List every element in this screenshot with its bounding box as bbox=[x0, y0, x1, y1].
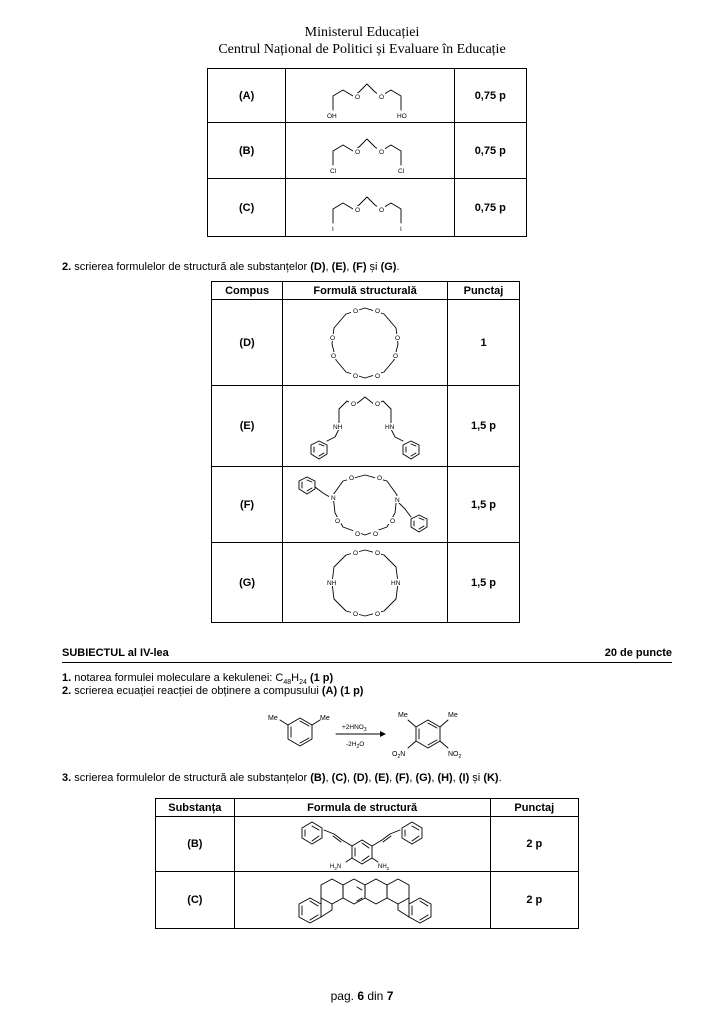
table-header-row bbox=[212, 282, 520, 300]
oxygen-label: O bbox=[393, 352, 399, 360]
ref: (F) bbox=[395, 772, 410, 784]
item-number: 2. bbox=[62, 261, 72, 273]
sep: și bbox=[366, 261, 381, 273]
structure-distyryl-diamine-b bbox=[282, 818, 442, 871]
oxygen-label: O bbox=[377, 474, 383, 482]
reagent-label: $+2HNO_3$ bbox=[342, 724, 367, 733]
table-row bbox=[212, 300, 520, 386]
oxygen-label: O bbox=[353, 610, 359, 618]
nitrogen-label: N bbox=[395, 496, 400, 504]
structure-crown-ether-d bbox=[310, 302, 420, 384]
sep: , bbox=[346, 772, 354, 784]
oxygen-label: O bbox=[390, 517, 396, 525]
header-punctaj: Punctaj bbox=[490, 799, 578, 817]
table-row bbox=[156, 817, 579, 872]
table-row bbox=[208, 179, 527, 237]
compound-label: (E) bbox=[212, 386, 283, 467]
ref-a: (A) bbox=[321, 685, 338, 697]
header-formula: Formulă structurală bbox=[283, 282, 448, 300]
compound-label: (B) bbox=[208, 123, 286, 179]
structure-polycyclic-c bbox=[277, 873, 447, 928]
ref: (K) bbox=[483, 772, 499, 784]
amine-label: NH bbox=[327, 579, 337, 587]
structure-cell bbox=[234, 817, 490, 872]
end-group-right: Cl bbox=[397, 167, 405, 175]
table-compounds-abc bbox=[207, 68, 527, 237]
oxygen-label: O bbox=[330, 334, 336, 342]
oxygen-label: O bbox=[375, 549, 381, 557]
sep: , bbox=[452, 772, 459, 784]
sep: . bbox=[396, 261, 400, 273]
page-total: 7 bbox=[386, 989, 394, 1003]
sep: , bbox=[389, 772, 396, 784]
structure-diol bbox=[315, 72, 425, 120]
structure-cell bbox=[286, 179, 454, 237]
ref: (B) bbox=[310, 772, 326, 784]
score-cell: 1,5 p bbox=[448, 386, 520, 467]
item-number: 3. bbox=[62, 772, 72, 784]
end-group-left: OH bbox=[326, 112, 337, 120]
item-text: scrierea formulelor de structură ale substanțelor bbox=[71, 261, 311, 273]
structure-cell bbox=[234, 872, 490, 929]
amine-right-label: $NH_2$ bbox=[378, 863, 390, 871]
ref-d: (D) bbox=[310, 261, 326, 273]
structure-dichloride bbox=[315, 127, 425, 175]
oxygen-label: O bbox=[375, 372, 381, 380]
methyl-label: Me bbox=[320, 715, 330, 722]
amine-left-label: $H_2N$ bbox=[330, 863, 342, 871]
item-score: (1 p) bbox=[306, 672, 334, 684]
structure-cell bbox=[283, 543, 448, 623]
item-text: notarea formulei moleculare a kekulenei: C bbox=[71, 672, 284, 684]
formula-part: H bbox=[291, 672, 300, 684]
ring-oxygens bbox=[328, 307, 401, 380]
compound-label: (A) bbox=[208, 69, 286, 123]
item-text: scrierea ecuației reacției de obținere a compusului bbox=[71, 685, 322, 697]
oxygen-label: O bbox=[373, 530, 379, 538]
score-cell: 1,5 p bbox=[448, 467, 520, 543]
header-substanta: Substanța bbox=[156, 799, 235, 817]
structure-dibenzylamine-ether-e bbox=[295, 387, 435, 465]
score-cell: 1,5 p bbox=[448, 543, 520, 623]
end-group-right: I bbox=[399, 225, 402, 233]
s4-item-2 bbox=[62, 685, 363, 697]
page-number: 6 bbox=[357, 989, 364, 1003]
sep: , bbox=[431, 772, 438, 784]
score-cell: 0,75 p bbox=[454, 179, 526, 237]
sep: , bbox=[409, 772, 416, 784]
center-name: Centrul Național de Politici și Evaluare în Educație bbox=[218, 42, 506, 57]
oxygen-label: O bbox=[378, 148, 384, 156]
sep: , bbox=[325, 261, 332, 273]
table-header-row bbox=[156, 799, 579, 817]
document-header bbox=[0, 24, 724, 58]
table-row bbox=[212, 386, 520, 467]
structure-dibenzyl-diazacrown-f bbox=[285, 469, 445, 541]
structure-cell bbox=[283, 467, 448, 543]
ref: (H) bbox=[437, 772, 453, 784]
header-formula: Formula de structură bbox=[234, 799, 490, 817]
page-footer bbox=[0, 989, 724, 1003]
subscript: 48 bbox=[283, 679, 292, 687]
oxygen-label: O bbox=[351, 401, 357, 408]
table-compounds-defg bbox=[211, 281, 520, 623]
structure-cell bbox=[283, 386, 448, 467]
nitrogen-label: N bbox=[331, 494, 336, 502]
methyl-label: Me bbox=[448, 712, 458, 719]
sep: , bbox=[325, 772, 332, 784]
ref: (C) bbox=[331, 772, 347, 784]
end-group-left: I bbox=[331, 225, 334, 233]
oxygen-label: O bbox=[353, 549, 359, 557]
byproduct-label: $-2H_2O$ bbox=[346, 741, 365, 750]
oxygen-label: O bbox=[354, 93, 360, 101]
methyl-label: Me bbox=[398, 712, 408, 719]
ref: (I) bbox=[458, 772, 470, 784]
table-row bbox=[208, 123, 527, 179]
amine-label: NH bbox=[333, 424, 343, 431]
score-cell: 1 bbox=[448, 300, 520, 386]
oxygen-label: O bbox=[378, 93, 384, 101]
sep: și bbox=[469, 772, 484, 784]
oxygen-label: O bbox=[375, 307, 381, 315]
section-4-header bbox=[62, 647, 672, 663]
methyl-label: Me bbox=[268, 715, 278, 722]
ref: (G) bbox=[415, 772, 432, 784]
structure-diazacrown-g bbox=[310, 545, 420, 621]
structure-diiodide bbox=[315, 183, 425, 233]
nitration-reaction bbox=[250, 704, 490, 760]
oxygen-label: O bbox=[354, 206, 360, 214]
item-number: 1. bbox=[62, 672, 72, 684]
header-punctaj: Punctaj bbox=[448, 282, 520, 300]
oxygen-label: O bbox=[331, 352, 337, 360]
compound-label: (B) bbox=[156, 817, 235, 872]
section-title: SUBIECTUL al IV-lea bbox=[62, 647, 169, 659]
compound-label: (F) bbox=[212, 467, 283, 543]
amine-label: HN bbox=[385, 424, 395, 431]
end-group-right: HO bbox=[396, 112, 407, 120]
section-points: 20 de puncte bbox=[604, 647, 672, 659]
item-score: (1 p) bbox=[337, 685, 364, 697]
compound-label: (C) bbox=[208, 179, 286, 237]
oxygen-label: O bbox=[335, 517, 341, 525]
table-substances-bc bbox=[155, 798, 579, 929]
structure-cell bbox=[286, 69, 454, 123]
item-text: scrierea formulelor de structură ale substanțelor bbox=[71, 772, 311, 784]
table-row bbox=[208, 69, 527, 123]
score-cell: 0,75 p bbox=[454, 123, 526, 179]
oxygen-label: O bbox=[349, 474, 355, 482]
table-row bbox=[156, 872, 579, 929]
amine-label: HN bbox=[391, 579, 401, 587]
end-group-left: Cl bbox=[329, 167, 337, 175]
oxygen-label: O bbox=[353, 372, 359, 380]
sep: , bbox=[368, 772, 375, 784]
header-compus: Compus bbox=[212, 282, 283, 300]
oxygen-label: O bbox=[375, 610, 381, 618]
oxygen-label: O bbox=[378, 206, 384, 214]
score-cell: 0,75 p bbox=[454, 69, 526, 123]
compound-label: (C) bbox=[156, 872, 235, 929]
oxygen-label: O bbox=[354, 148, 360, 156]
sep: , bbox=[346, 261, 353, 273]
item-2-text bbox=[62, 261, 400, 273]
oxygen-label: O bbox=[395, 334, 401, 342]
score-cell: 2 p bbox=[490, 817, 578, 872]
subscript: 24 bbox=[299, 679, 307, 687]
item-number: 2. bbox=[62, 685, 72, 697]
score-cell: 2 p bbox=[490, 872, 578, 929]
oxygen-label: O bbox=[353, 307, 359, 315]
s4-item-3 bbox=[62, 772, 502, 784]
structure-cell bbox=[283, 300, 448, 386]
ref: (D) bbox=[353, 772, 369, 784]
nitro-right-label: $NO_2$ bbox=[448, 751, 462, 760]
structure-cell bbox=[286, 123, 454, 179]
oxygen-label: O bbox=[375, 401, 381, 408]
ref-e: (E) bbox=[331, 261, 347, 273]
ref: (E) bbox=[374, 772, 390, 784]
ref-f: (F) bbox=[352, 261, 367, 273]
sep: . bbox=[498, 772, 502, 784]
table-row bbox=[212, 543, 520, 623]
oxygen-label: O bbox=[355, 530, 361, 538]
compound-label: (G) bbox=[212, 543, 283, 623]
table-row bbox=[212, 467, 520, 543]
page-mid: din bbox=[364, 989, 387, 1003]
compound-label: (D) bbox=[212, 300, 283, 386]
page-prefix: pag. bbox=[330, 989, 358, 1003]
ref-g: (G) bbox=[380, 261, 397, 273]
ministry-name: Ministerul Educației bbox=[304, 25, 420, 40]
nitro-left-label: $O_2N$ bbox=[392, 751, 406, 760]
